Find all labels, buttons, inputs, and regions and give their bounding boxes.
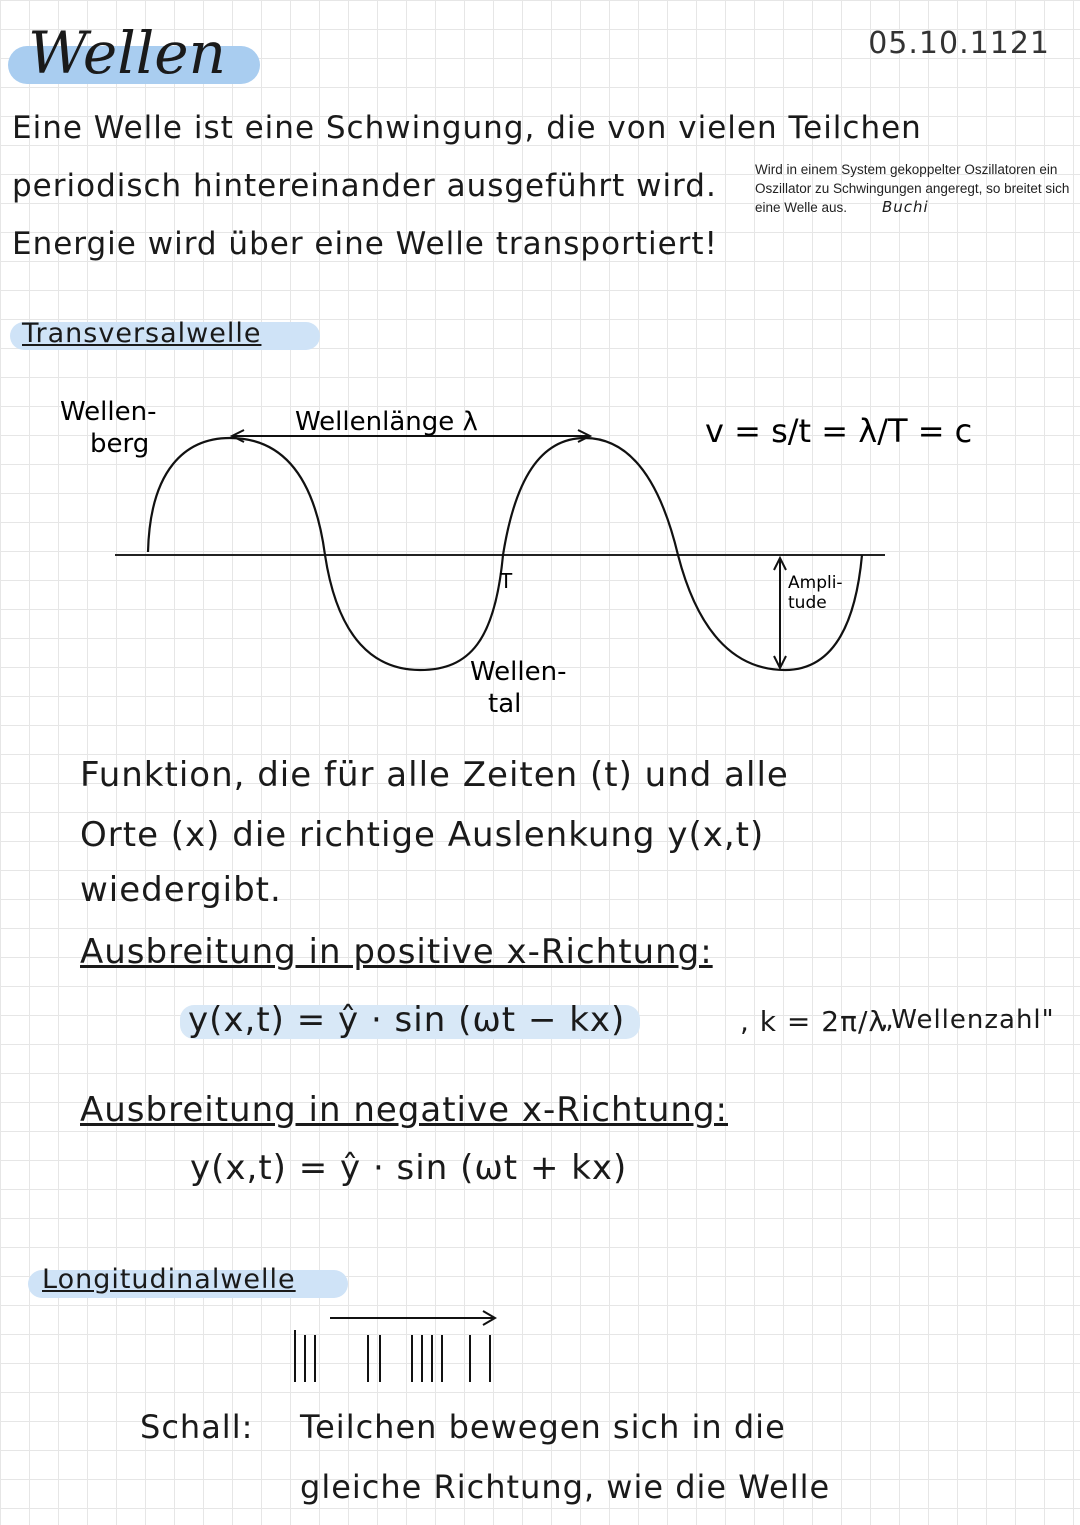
speed-formula: v = s/t = λ/T = c [705,412,973,450]
wavenumber-definition: , k = 2π/λ [740,1005,886,1038]
negative-formula: y(x,t) = ŷ · sin (ωt + kx) [190,1148,628,1188]
title-block [8,18,226,88]
label-period-T: T [500,569,513,593]
sound-label: Schall: [140,1408,254,1446]
transversal-heading: Transversalwelle [22,318,262,349]
longitudinal-diagram [280,1300,520,1390]
transversal-wave-diagram [0,380,1080,740]
label-amplitude-1: Ampli- [788,573,843,593]
note-source: Buchi [882,198,929,216]
label-wavelength: Wellenlänge λ [295,407,478,437]
textbook-note: Wird in einem System gekoppelter Oszillatoren ein Oszillator zu Schwingungen angeregt, so breitet sich eine Welle aus. [755,162,1070,215]
positive-formula: y(x,t) = ŷ · sin (ωt − kx) [188,1000,626,1040]
sound-line-2: gleiche Richtung, wie die Welle [300,1468,831,1506]
label-amplitude-2: tude [788,593,827,613]
label-wellenberg-1: Wellen- [60,397,157,427]
date: 05.10.1121 [868,26,1050,61]
longitudinal-heading: Longitudinalwelle [42,1264,296,1295]
function-line-3: wiedergibt. [80,870,282,910]
intro-line-3: Energie wird über eine Welle transportiert! [12,226,718,262]
intro-line-1: Eine Welle ist eine Schwingung, die von vielen Teilchen [12,110,922,146]
function-line-1: Funktion, die für alle Zeiten (t) und alle [80,755,789,795]
negative-direction-heading: Ausbreitung in negative x-Richtung: [80,1090,728,1130]
page-title: Wellen [28,19,226,87]
label-wellenberg-2: berg [90,429,150,459]
label-wellental-1: Wellen- [470,657,567,687]
positive-direction-heading: Ausbreitung in positive x-Richtung: [80,932,713,972]
wavenumber-name: „Wellenzahl" [880,1005,1055,1035]
function-line-2: Orte (x) die richtige Auslenkung y(x,t) [80,815,765,855]
label-wellental-2: tal [488,689,522,719]
particle-lines [295,1330,490,1382]
intro-line-2: periodisch hintereinander ausgeführt wird. [12,168,717,204]
sound-line-1: Teilchen bewegen sich in die [300,1408,786,1446]
